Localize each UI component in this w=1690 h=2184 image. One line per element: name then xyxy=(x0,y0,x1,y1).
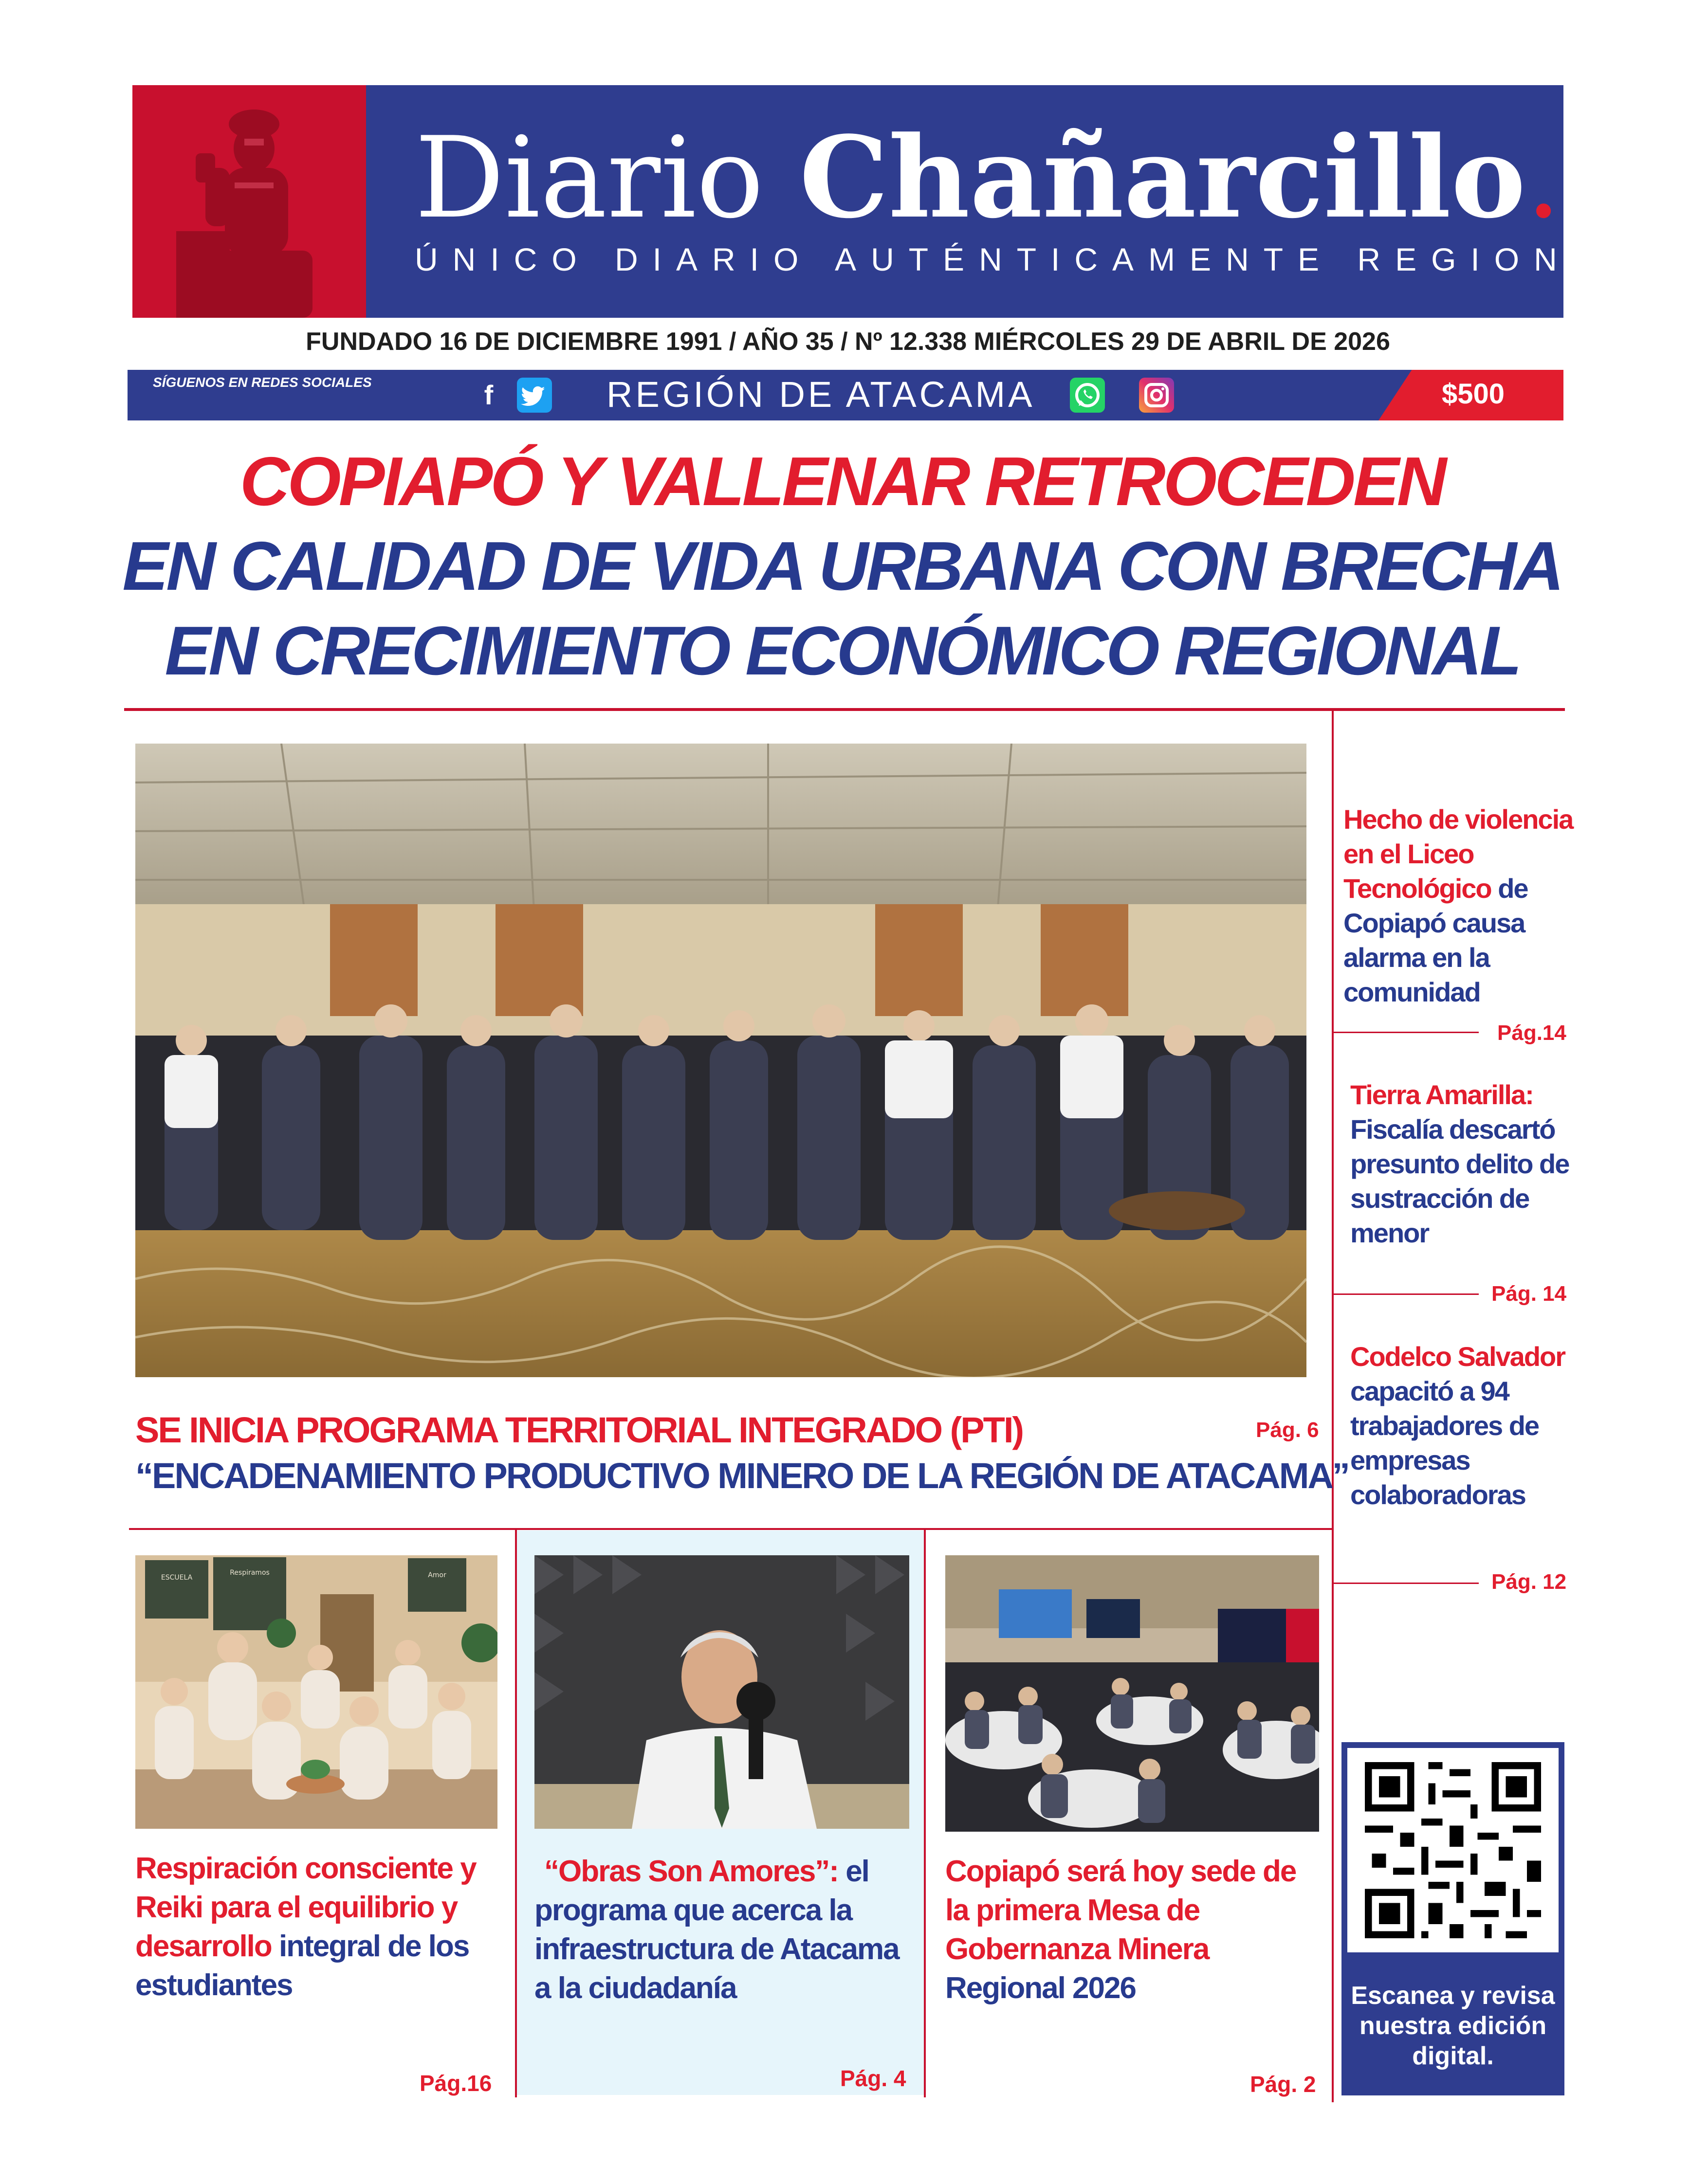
sidebar-story-3-blue: capacitó a 94 trabajadores de empresas colaboradoras xyxy=(1350,1376,1539,1510)
svg-text:ESCUELA: ESCUELA xyxy=(161,1574,193,1582)
headline-line-3: EN CRECIMIENTO ECONÓMICO REGIONAL xyxy=(165,612,1520,690)
sidebar-story-2-page: Pág. 14 xyxy=(1491,1282,1567,1306)
main-story-page: Pág. 6 xyxy=(1256,1418,1319,1442)
sidebar-story-3[interactable] xyxy=(1350,1339,1594,1512)
story-2-page: Pág. 4 xyxy=(840,2066,906,2091)
sidebar-story-2[interactable] xyxy=(1350,1077,1594,1250)
newspaper-title xyxy=(415,112,1561,243)
story-3-blue: Regional 2026 xyxy=(945,1971,1136,2005)
sidebar-story-1-blue: de Copiapó causa alarma en la comunidad xyxy=(1343,873,1528,1007)
whatsapp-icon[interactable] xyxy=(1070,378,1105,413)
statue-logo-image xyxy=(132,85,366,318)
title-part-bold: Chañarcillo xyxy=(799,112,1526,243)
qr-box[interactable] xyxy=(1341,1742,1564,2095)
headline-line-1: COPIAPÓ Y VALLENAR RETROCEDEN xyxy=(239,443,1445,520)
story-3-photo[interactable] xyxy=(945,1555,1319,1832)
story-1-blue: integral de los estudiantes xyxy=(135,1929,469,2002)
svg-text:Amor: Amor xyxy=(428,1571,446,1579)
sidebar-story-2-red: Tierra Amarilla: xyxy=(1350,1079,1533,1110)
story-2-red: “Obras Son Amores”: xyxy=(544,1855,838,1888)
column-divider-2 xyxy=(924,1528,926,2097)
sidebar-story-1[interactable] xyxy=(1343,802,1587,1009)
story-3-page: Pág. 2 xyxy=(1250,2072,1316,2097)
story-1-page: Pág.16 xyxy=(420,2071,492,2096)
sidebar-rule-1 xyxy=(1333,1032,1479,1033)
column-divider-1 xyxy=(515,1528,517,2097)
story-3-red: Copiapó será hoy sede de la primera Mesa de Gobernanza Minera xyxy=(945,1855,1296,1966)
divider-rule xyxy=(124,708,1565,711)
sidebar-story-3-page: Pág. 12 xyxy=(1491,1570,1567,1594)
sidebar-story-2-blue: Fiscalía descartó presunto delito de sustracción de menor xyxy=(1350,1114,1569,1248)
sidebar-story-1-page: Pág.14 xyxy=(1497,1021,1566,1045)
sidebar-story-3-red: Codelco Salvador xyxy=(1350,1341,1565,1372)
headline-line-2: EN CALIDAD DE VIDA URBANA CON BRECHA xyxy=(122,528,1562,605)
main-story-title-line-2[interactable]: “ENCADENAMIENTO PRODUCTIVO MINERO DE LA REGIÓN DE ATACAMA” xyxy=(135,1456,1349,1496)
instagram-icon[interactable] xyxy=(1139,378,1174,413)
masthead xyxy=(132,85,1640,318)
story-2-photo[interactable] xyxy=(534,1555,909,1829)
price: $500 xyxy=(1442,378,1505,410)
tagline: ÚNICO DIARIO AUTÉNTICAMENTE REGIONAL xyxy=(415,241,1640,277)
main-story-photo[interactable] xyxy=(135,744,1306,1377)
founded-date-line: FUNDADO 16 DE DICIEMBRE 1991 / AÑO 35 / Nº 12.338 MIÉRCOLES 29 DE ABRIL DE 2026 xyxy=(306,328,1390,356)
sidebar-rule-3 xyxy=(1333,1583,1479,1584)
svg-text:Respiramos: Respiramos xyxy=(230,1569,270,1577)
sidebar-rule-2 xyxy=(1333,1293,1479,1295)
story-2-blue: el programa que acerca la infraestructura de Atacama a la ciudadanía xyxy=(534,1855,899,2005)
story-1-photo[interactable] xyxy=(135,1555,497,1829)
story-3-text[interactable] xyxy=(945,1852,1325,2008)
qr-code[interactable] xyxy=(1347,1748,1559,1952)
title-part-regular: Diario xyxy=(415,113,800,243)
bottom-divider-rule xyxy=(129,1528,1332,1530)
qr-caption: Escanea y revisa nuestra edición digital. xyxy=(1351,1982,1555,2070)
sidebar-divider xyxy=(1332,710,1334,2102)
social-bar xyxy=(128,370,1563,420)
title-dot: . xyxy=(1525,113,1561,243)
story-1-text[interactable] xyxy=(135,1849,505,2005)
follow-label: SÍGUENOS EN REDES SOCIALES xyxy=(153,375,372,390)
region-label: REGIÓN DE ATACAMA xyxy=(606,374,1035,415)
twitter-icon[interactable] xyxy=(517,378,552,413)
facebook-icon[interactable]: f xyxy=(471,378,506,413)
main-story-title-line-1[interactable]: SE INICIA PROGRAMA TERRITORIAL INTEGRADO (PTI) xyxy=(135,1410,1023,1450)
sidebar-story-1-red: Hecho de violencia en el Liceo Tecnológico xyxy=(1343,804,1573,904)
story-2-text[interactable] xyxy=(534,1852,919,2008)
story-1-red: Respiración consciente y Reiki para el equilibrio y desarrollo xyxy=(135,1852,476,1963)
